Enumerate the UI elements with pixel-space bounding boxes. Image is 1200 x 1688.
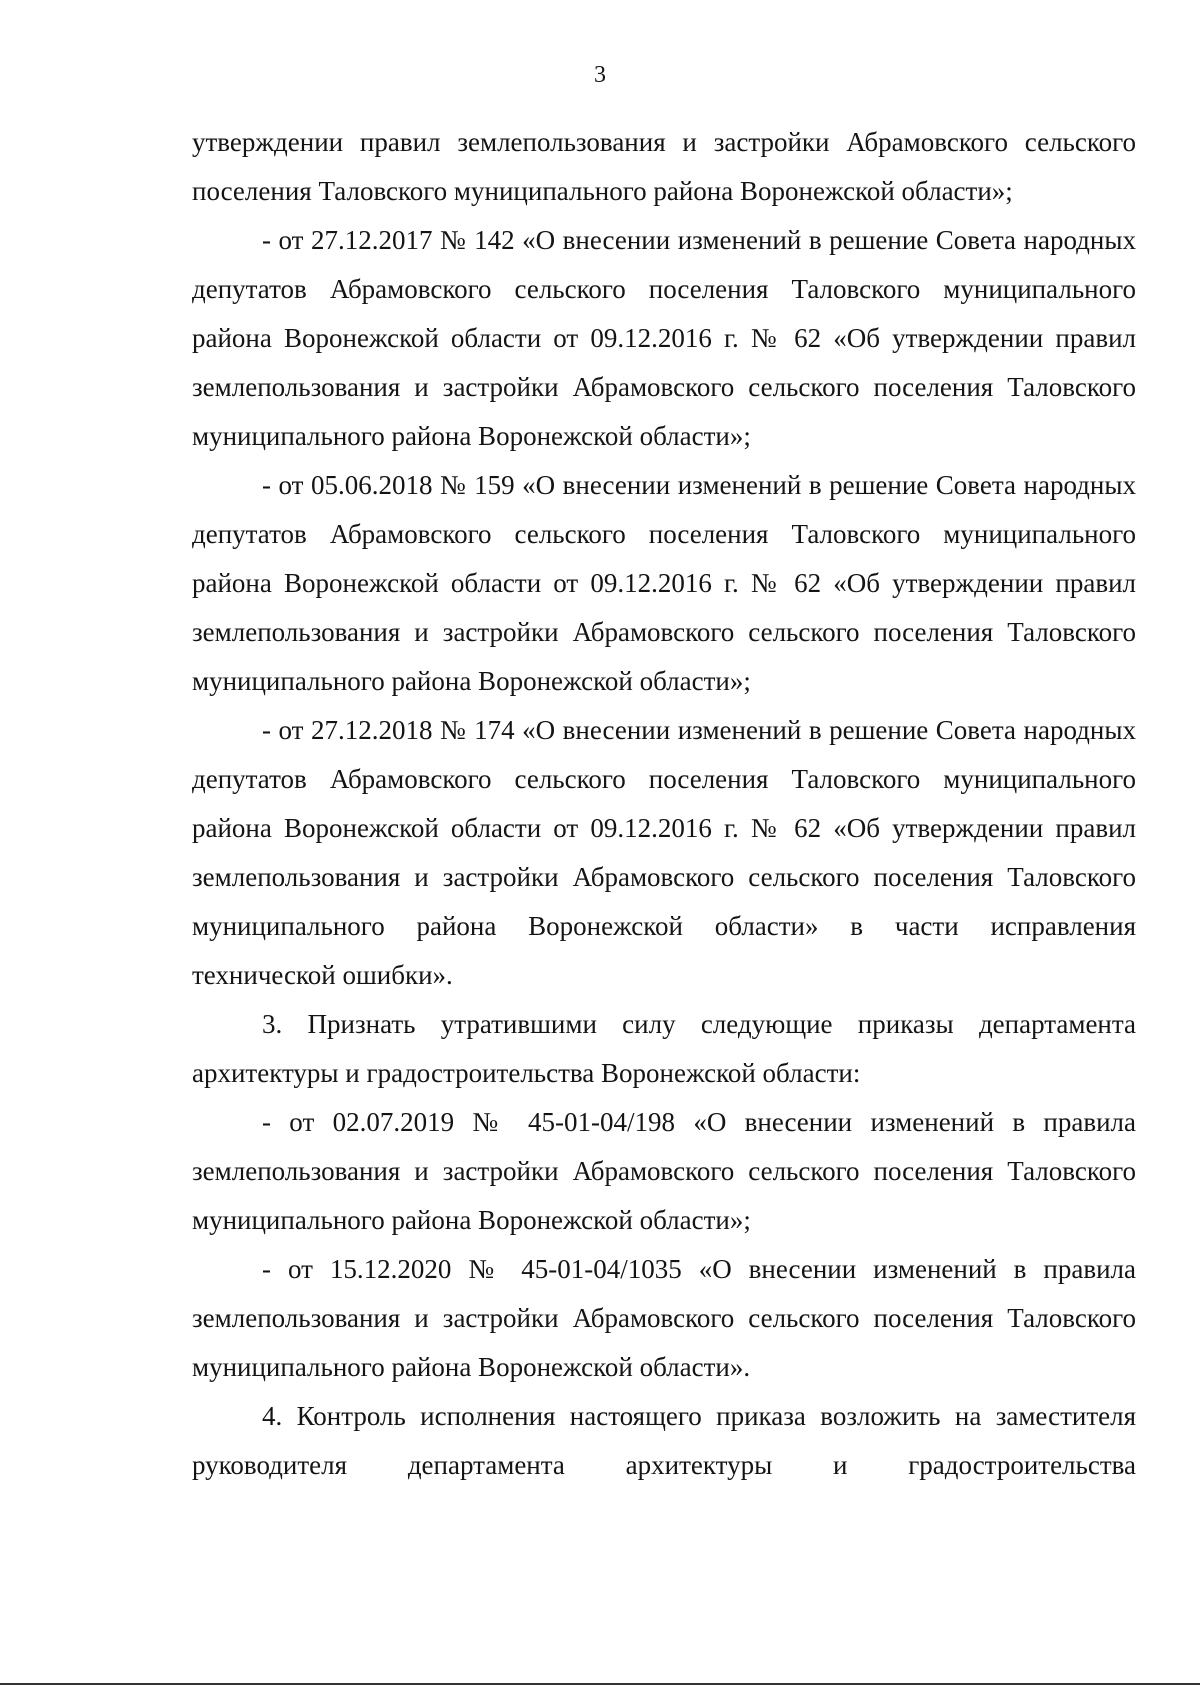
paragraph-item-2017-142: - от 27.12.2017 № 142 «О внесении изменений в решение Совета народных депутатов Абрамовского сельского поселения Таловского муниципального района Воронежской области от 09.12.2016 г. № 62 «Об утверждении правил землепользования и застройки Абрамовского сельского поселения Таловского муниципального района Воронежской области»; <box>192 225 1136 451</box>
document-body <box>192 118 1136 1490</box>
paragraph-clause-3: 3. Признать утратившими силу следующие приказы департамента архитектуры и градостроительства Воронежской области: <box>192 1009 1136 1088</box>
paragraph-continuation: утверждении правил землепользования и застройки Абрамовского сельского поселения Таловского муниципального района Воронежской области»; <box>192 127 1136 206</box>
paragraph-item-2018-174: - от 27.12.2018 № 174 «О внесении изменений в решение Совета народных депутатов Абрамовского сельского поселения Таловского муниципального района Воронежской области от 09.12.2016 г. № 62 «Об утверждении правил землепользования и застройки Абрамовского сельского поселения Таловского муниципального района Воронежской области» в части исправления технической ошибки». <box>192 715 1136 990</box>
paragraph-item-2018-159: - от 05.06.2018 № 159 «О внесении изменений в решение Совета народных депутатов Абрамовского сельского поселения Таловского муниципального района Воронежской области от 09.12.2016 г. № 62 «Об утверждении правил землепользования и застройки Абрамовского сельского поселения Таловского муниципального района Воронежской области»; <box>192 470 1136 696</box>
paragraph-item-2020-1035: - от 15.12.2020 № 45-01-04/1035 «О внесении изменений в правила землепользования и застройки Абрамовского сельского поселения Таловского муниципального района Воронежской области». <box>192 1254 1136 1382</box>
page-number: 3 <box>594 62 606 88</box>
page-edge-line <box>0 1683 1200 1685</box>
paragraph-clause-4: 4. Контроль исполнения настоящего приказа возложить на заместителя руководителя департамента архитектуры и градостроительства <box>192 1401 1136 1480</box>
paragraph-item-2019-198: - от 02.07.2019 № 45-01-04/198 «О внесении изменений в правила землепользования и застройки Абрамовского сельского поселения Таловского муниципального района Воронежской области»; <box>192 1107 1136 1235</box>
